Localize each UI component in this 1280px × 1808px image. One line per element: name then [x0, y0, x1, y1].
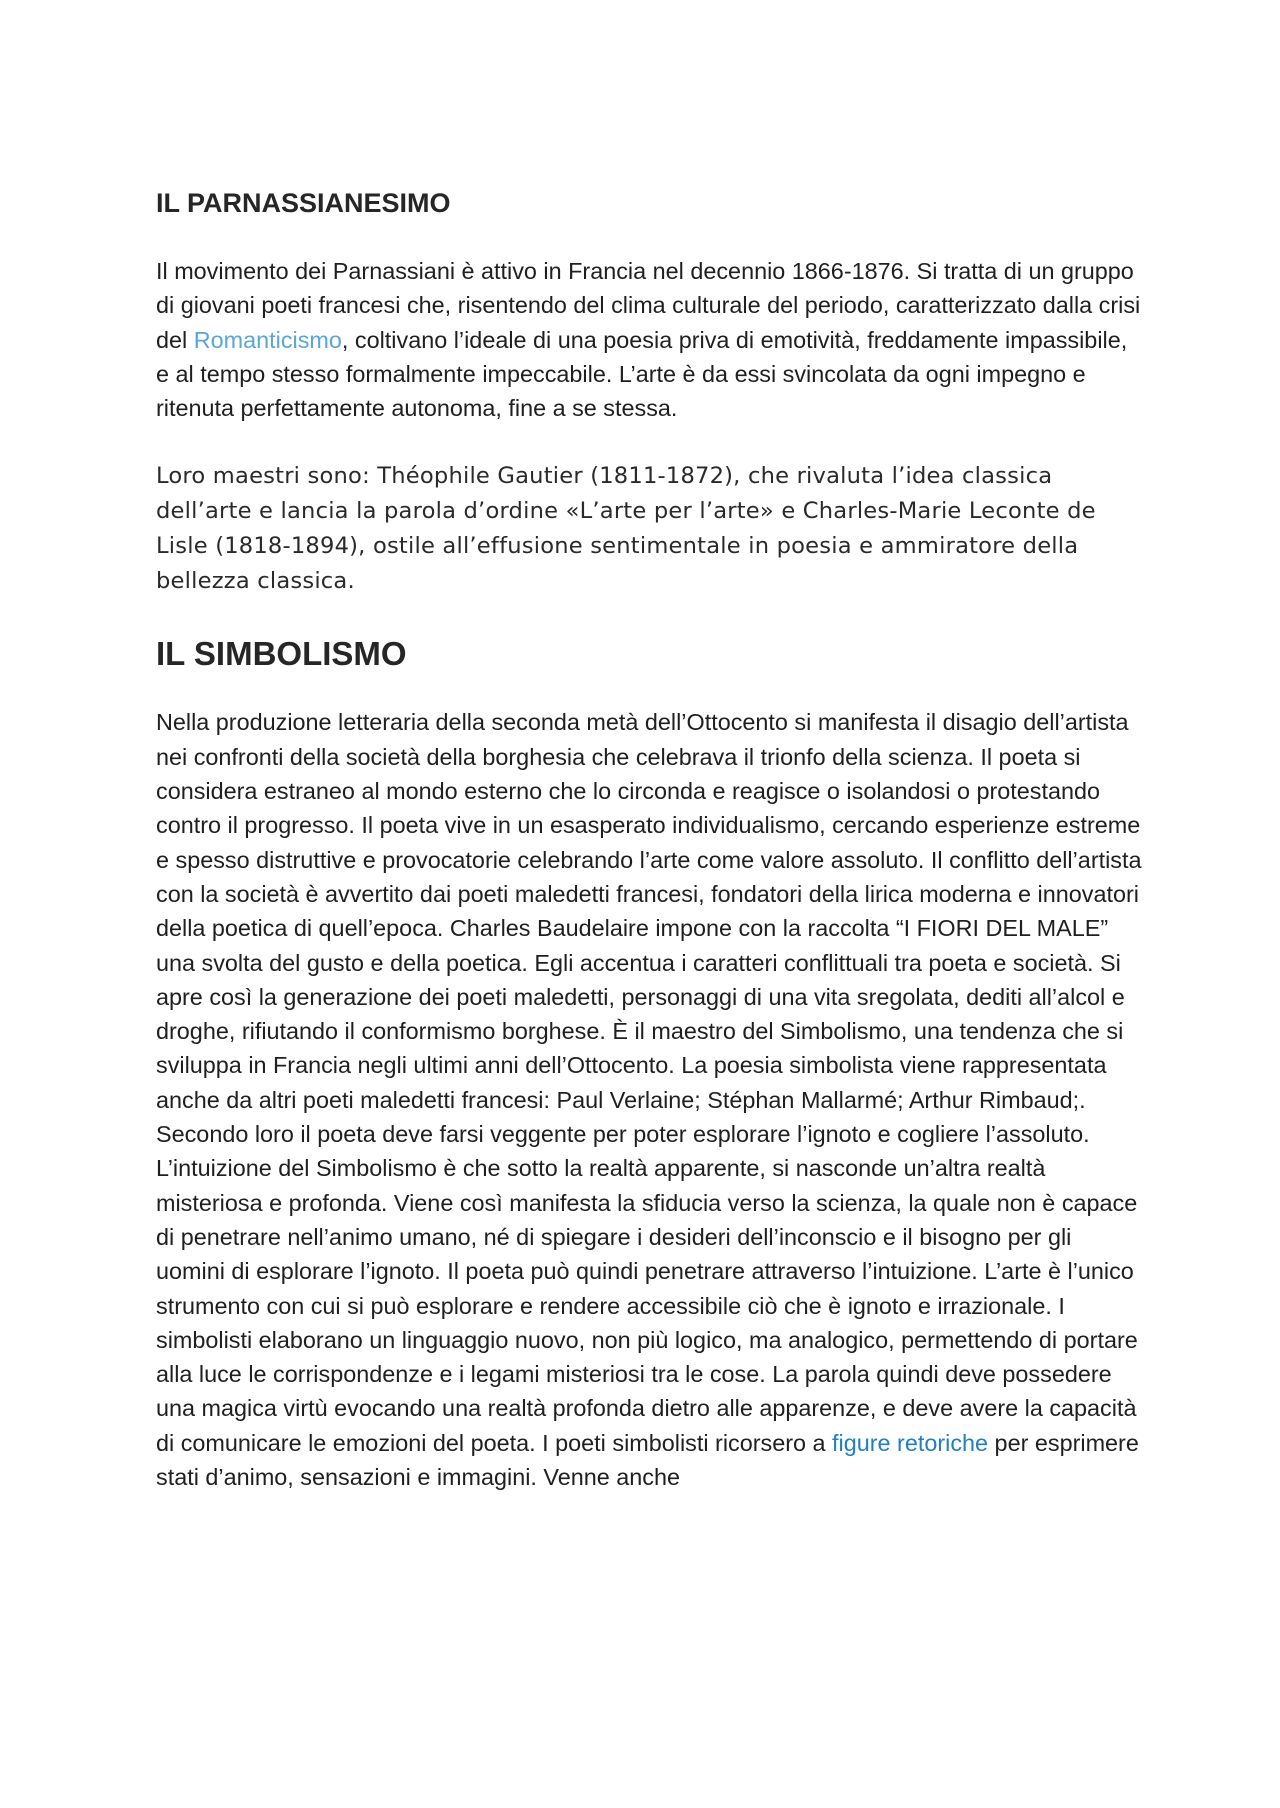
paragraph-maestri: Loro maestri sono: Théophile Gautier (1811-1872), che rivaluta l’idea classica dell’arte e lancia la parola d’ordine «L’arte per l’arte» e Charles-Marie Leconte de Lisle (1818-1894), ostile all’effusione sentimentale in poesia e ammiratore della bellezza classica.	[156, 463, 1096, 595]
paragraph-text: Il movimento dei Parnassiani è attivo in Francia nel decennio 1866-1876. Si tratta di un gruppo di giovani poeti francesi che, risentendo del clima culturale del periodo, caratterizzato dalla crisi del	[156, 258, 1141, 353]
heading-simbolismo: IL SIMBOLISMO	[156, 635, 407, 673]
paragraph-text: , coltivano l’ideale di una poesia priva di emotività, freddamente impassibile, e al tempo stesso formalmente impeccabile. L’arte è da essi svincolata da ogni impegno e ritenuta perfettamente autonoma, fine a se stessa.	[156, 326, 1128, 422]
paragraph-parnassiani	[156, 254, 1146, 425]
link-figure-retoriche[interactable]: figure retoriche	[832, 1429, 989, 1456]
link-romanticismo[interactable]: Romanticismo	[193, 326, 342, 353]
paragraph-text: per esprimere stati d’animo, sensazioni e immagini. Venne anche	[156, 1429, 1139, 1491]
paragraph-simbolismo	[156, 705, 1146, 1494]
heading-parnassianesimo: IL PARNASSIANESIMO	[156, 188, 451, 218]
document-page	[156, 186, 1146, 1494]
paragraph-text: Nella produzione letteraria della seconda metà dell’Ottocento si manifesta il disagio dell’artista nei confronti della società della borghesia che celebrava il trionfo della scienza. Il poeta si considera estraneo al mondo esterno che lo circonda e reagisce o isolandosi o protestando contro il progresso. Il poeta vive in un esasperato individualismo, cercando esperienze estreme e spesso distruttive e provocatorie celebrando l’arte come valore assoluto. Il conflitto dell’artista con la società è avvertito dai poeti maledetti francesi, fondatori della lirica moderna e innovatori della poetica di quell’epoca. Charles Baudelaire impone con la raccolta “I FIORI DEL MALE” una svolta del gusto e della poetica. Egli accentua i caratteri conflittuali tra poeta e società. Si apre così la generazione dei poeti maledetti, personaggi di una vita sregolata, dediti all’alcol e droghe, rifiutando il conformismo borghese. È il maestro del Simbolismo, una tendenza che si sviluppa in Francia negli ultimi anni dell’Ottocento. La poesia simbolista viene rappresentata anche da altri poeti maledetti francesi: Paul Verlaine; Stéphan Mallarmé; Arthur Rimbaud;. Secondo loro il poeta deve farsi veggente per poter esplorare l’ignoto e cogliere l’assoluto. L’intuizione del Simbolismo è che sotto la realtà apparente, si nasconde un’altra realtà misteriosa e profonda. Viene così manifesta la sfiducia verso la scienza, la quale non è capace di penetrare nell’animo umano, né di spiegare i desideri dell’inconscio e il bisogno per gli uomini di esplorare l’ignoto. Il poeta può quindi penetrare attraverso l’intuizione. L’arte è l’unico strumento con cui si può esplorare e rendere accessibile ciò che è ignoto e irrazionale. I simbolisti elaborano un linguaggio nuovo, non più logico, ma analogico, permettendo di portare alla luce le corrispondenze e i legami misteriosi tra le cose. La parola quindi deve possedere una magica virtù evocando una realtà profonda dietro alle apparenze, e deve avere la capacità di comunicare le emozioni del poeta. I poeti simbolisti ricorsero a	[156, 709, 1142, 1456]
